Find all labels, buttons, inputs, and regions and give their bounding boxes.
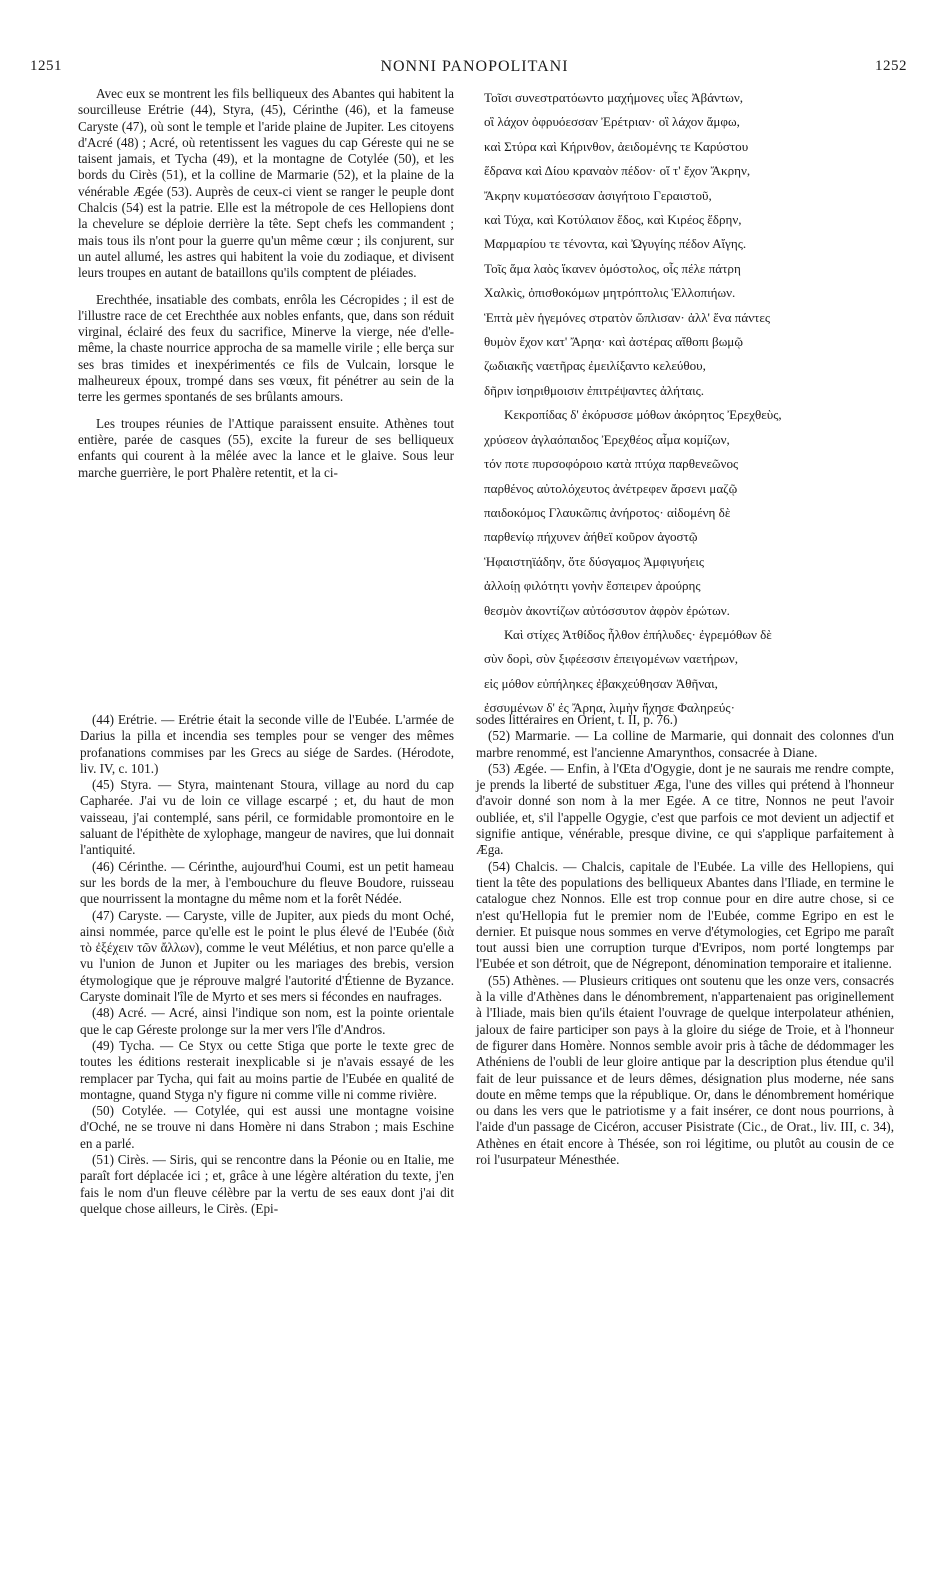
greek-text <box>484 86 888 721</box>
paragraph: Les troupes réunies de l'Attique paraissent ensuite. Athènes tout entière, parée de casques (55), excite la fureur de ses belliqueux enfants qui courent à la mêlée avec la lance et le glaive. Sous leur marche guerrière, le port Phalère retentit, et la ci- <box>78 415 454 480</box>
greek-verse-line: παιδοκόμος Γλαυκῶπις ἀνήροτος· αἰδομένη δὲ <box>484 504 731 520</box>
greek-verse-line: ἐσσυμένων δ' ἐς Ἄρηα, λιμὴν ἤχησε Φαληρεύς· <box>484 700 735 716</box>
greek-verse-line: Ἄκρην κυματόεσσαν ἀσιγήτοιο Γεραιστοῦ, <box>484 187 712 203</box>
greek-verse-line: ἕδρανα καὶ Δίου κραναὸν πέδον· οἵ τ' ἔχον Ἄκρην, <box>484 163 751 179</box>
footnote: (54) Chalcis. — Chalcis, capitale de l'Eubée. La ville des Hellopiens, qui tient la tête des populations des belliqueux Abantes dans l'Iliade, en termine le catalogue chez Nonnos. Elle est trop connue pour en dire autre chose, si ce n'est qu'Hellopia fut le premier nom de l'Eubée, comme Egripo en est le dernier. Et puisque nous sommes en verve d'étymologies, cet Egripo me paraît tout aussi bien une corruption turque d'Evripos, nom porté longtemps par l'Eubée et son détroit, que de Négrepont, dénomination temporaire et italienne. <box>476 858 894 972</box>
greek-verse-line: οἳ λάχον ὀφρυόεσσαν Ἐρέτριαν· οἳ λάχον ἄμφω, <box>484 114 740 130</box>
footnote: (46) Cérinthe. — Cérinthe, aujourd'hui Coumi, est un petit hameau sur les bords de la mer, à l'embouchure du fleuve Boudore, ruisseau que nourrissent la montagne du même nom et la forêt Nédée. <box>80 858 454 907</box>
greek-verse-line: παρθένος αὐτολόχευτος ἀνέτρεφεν ἄρσενι μαζῷ <box>484 480 738 496</box>
greek-verse-line: Κεκροπίδας δ' ἐκόρυσσε μόθων ἀκόρητος Ἐρεχθεὺς, <box>504 407 782 423</box>
page-number-left: 1251 <box>30 58 62 74</box>
greek-verse-line: Τοῖσι συνεστρατόωντο μαχήμονες υἷες Ἀβάντων, <box>484 90 744 105</box>
greek-verse-line: τόν ποτε πυρσοφόροιο κατὰ πτύχα παρθενεῶνος <box>484 456 739 472</box>
footnote: (51) Cirès. — Siris, qui se rencontre dans la Péonie ou en Italie, me paraît fort déplacée ici ; et, grâce à une légère altération du texte, j'en fais le nom d'un fleuve célèbre par la vertu de ses eaux dont j'ai dit quelque chose ailleurs, le Cirès. (Epi- <box>80 1152 454 1216</box>
greek-verse-line: Ἡφαιστηϊάδην, ὅτε δύσγαμος Ἀμφιγυήεις <box>484 553 705 569</box>
greek-verse-line: εἰς μόθον εὐπήληκες ἐβακχεύθησαν Ἀθῆναι, <box>484 675 718 691</box>
footnotes-left <box>80 712 454 1217</box>
greek-verse-line: δῆριν ἰσηριθμοισιν ἐπιτρέψαντες ἀλήταις. <box>484 382 705 398</box>
footnote: (48) Acré. — Acré, ainsi l'indique son nom, est la pointe orientale que le cap Géreste prolonge sur la mer vers l'île d'Andros. <box>80 1005 454 1037</box>
greek-verse-line: Μαρμαρίου τε τένοντα, καὶ Ὠγυγίης πέδον Αἴγης. <box>484 236 747 252</box>
greek-verse-line: ζωδιακῆς ναετῆρας ἐμειλίξαντο κελεύθου, <box>484 358 706 374</box>
greek-verse-line: καὶ Τύχα, καὶ Κοτύλαιον ἕδος, καὶ Κιρέος ἕδρην, <box>484 212 742 228</box>
greek-verse-line: ἀλλοίῃ φιλότητι γονὴν ἔσπειρεν ἀρούρης <box>484 578 701 594</box>
greek-verse-line: χρύσεον ἀγλαόπαιδος Ἐρεχθέος αἷμα κομίζων, <box>484 431 730 447</box>
greek-verse-line: θυμὸν ἔχον κατ' Ἄρηα· καὶ ἀστέρας αἴθοπι βωμῷ <box>484 334 743 350</box>
greek-verse-line: Καὶ στίχες Ἀτθίδος ἦλθον ἐπήλυδες· ἐγρεμόθων δὲ <box>504 626 772 642</box>
greek-verse-line: θεσμὸν ἀκοντίζων αὐτόσσυτον ἀφρὸν ἐρώτων. <box>484 602 730 618</box>
greek-verse-line: Τοῖς ἅμα λαὸς ἵκανεν ὁμόστολος, οἷς πέλε πάτρη <box>484 260 741 276</box>
footnote: (52) Marmarie. — La colline de Marmarie, qui donnait des colonnes d'un marbre renommé, est l'ancienne Amarynthos, consacrée à Diane. <box>476 728 894 760</box>
greek-verse-line: παρθενίῳ πήχυνεν ἀήθεϊ κοῦρον ἀγοστῷ <box>484 529 698 545</box>
greek-verse-line: Ἑπτὰ μὲν ἡγεμόνες στρατὸν ὥπλισαν· ἀλλ' ἕνα πάντες <box>484 309 771 325</box>
greek-verse-line: καὶ Στύρα καὶ Κήρινθον, ἀειδομένης τε Καρύστου <box>484 138 749 154</box>
footnote-continuation: sodes littéraires en Orient, t. II, p. 76.) <box>476 712 678 727</box>
paragraph: Erechthée, insatiable des combats, enrôla les Cécropides ; il est de l'illustre race de cet Erechthée aux nobles enfants, que, dans son réduit virginal, éclairé des feux du sacrifice, Minerve la vierge, née d'elle-même, la chaste nourrice approcha de sa mamelle virile ; elle berça sur ses bras timides et inexpérimentés ce fils de Vulcain, lorsque le malheureux époux, trompé dans ses vœux, fit pénétrer au sein de la terre les germes spontanés de ses brûlants amours. <box>78 291 454 405</box>
paragraph: Avec eux se montrent les fils belliqueux des Abantes qui habitent la sourcilleuse Erétrie (44), Styra, (45), Cérinthe (46), et la fameuse Caryste (47), où sont le temple et l'aride plaine de Jupiter. Les citoyens d'Acré (48) ; Acré, où retentissent les vagues du cap Géreste qui ne se taisent jamais, et Tycha (49), et la montagne de Cotylée (50), et les bords du Cirès (51), et la colline de Marmarie (52), et la plaine de la vénérable Ægée (53). Auprès de ceux-ci vient se ranger le peuple dont Chalcis (54) est la patrie. Elle est la métropole de ces Hellopiens dont la chevelure se déploie derrière la tête. Sept chefs les commandent ; mais tous ils n'ont pour la guerre qu'un même cœur ; ils conjurent, sur un autel allumé, les astres qui habitent la voie du zodiaque, et divisent leurs troupes en autant de bataillons qu'ils comptent de pléiades. <box>78 86 454 281</box>
footnote: (53) Ægée. — Enfin, à l'Œta d'Ogygie, dont je ne saurais me rendre compte, je prends la liberté de substituer Æga, l'une des villes qui prétend à l'honneur d'avoir donné son nom à la mer Egée. A ce titre, Nonnos ne peut l'avoir oubliée, et, s'il l'appelle Ogygie, c'est que parfois ce mot devient un adjectif et signifie antique, vénérable, presque divine, ce qui s'applique parfaitement à Æga. <box>476 760 894 858</box>
footnotes-right <box>476 712 894 1168</box>
french-translation <box>78 86 454 481</box>
footnote: (49) Tycha. — Ce Styx ou cette Stiga que porte le texte grec de toutes les éditions resterait inexplicable si je n'avais essayé de les remplacer par Tycha, qui fait au moins partie de l'Eubée en qualité de montagne, quand Styga n'y figure ni comme ville ni comme rivière. <box>80 1037 454 1102</box>
greek-verse-line: Χαλκὶς, ὀπισθοκόμων μητρόπτολις Ἑλλοπιήων. <box>484 285 736 301</box>
greek-verse-line: σὺν δορὶ, σὺν ξιφέεσσιν ἐπειγομένων ναετήρων, <box>484 651 738 667</box>
footnote: (50) Cotylée. — Cotylée, qui est aussi une montagne voisine d'Oché, ne se trouve ni dans Homère ni dans Strabon ; mais Eschine en a parlé. <box>80 1103 454 1151</box>
footnote: (44) Erétrie. — Erétrie était la seconde ville de l'Eubée. L'armée de Darius la pilla et incendia ses temples pour se venger des mêmes profanations commises par les Grecs au siége de Sardes. (Hérodote, liv. IV, c. 101.) <box>80 712 454 776</box>
footnote: (47) Caryste. — Caryste, ville de Jupiter, aux pieds du mont Oché, ainsi nommée, parce qu'elle est le point le plus élevé de l'Eubée (διὰ τὸ ἐξέχειν τῶν ἄλλων), comme le veut Mélétius, et non parce qu'elle a vu l'union de Junon et Jupiter ou les mariages des brebis, version étymologique que je réprouve malgré l'autorité d'Étienne de Byzance. Caryste dominait l'île de Myrto et ses mers si fécondes en naufrages. <box>80 907 454 1005</box>
footnote: (55) Athènes. — Plusieurs critiques ont soutenu que les onze vers, consacrés à la ville d'Athènes dans le dénombrement, n'appartenaient pas originellement à l'Iliade, mais bien qu'ils étaient l'ouvrage de quelque interpolateur athénien, jaloux de faire participer son pays à la gloire du siége de Troie, et à l'honneur de figurer dans Homère. Nonnos semble avoir pris à tâche de dédommager les Athéniens de l'oubli de leur gloire antique par la description plus étendue qu'il fait de leur puissance et de leurs dêmes, désignation plus moderne, née sans doute en même temps que la république. Or, dans le dénombrement homérique ou dans les vers que le patriotisme y a fait insérer, ce dont nous pourrions, à l'aide d'un passage de Cicéron, accuser Pisistrate (Cic., de Orat., liv. III, c. 34), Athènes en était encore à Thésée, son roi légitime, ou plutôt au cousin de ce roi l'usurpateur Ménesthée. <box>476 972 894 1168</box>
running-title: NONNI PANOPOLITANI <box>380 58 569 75</box>
footnote: (45) Styra. — Styra, maintenant Stoura, village au nord du cap Capharée. J'ai vu de loin ce village escarpé ; et, du haut de mon vaisseau, j'ai contemplé, sans péril, ce formidable promontoire en le saluant de l'épithète de xylophage, mangeur de navires, que lui donnait l'antiquité. <box>80 777 454 858</box>
page-number-right: 1252 <box>875 58 907 74</box>
